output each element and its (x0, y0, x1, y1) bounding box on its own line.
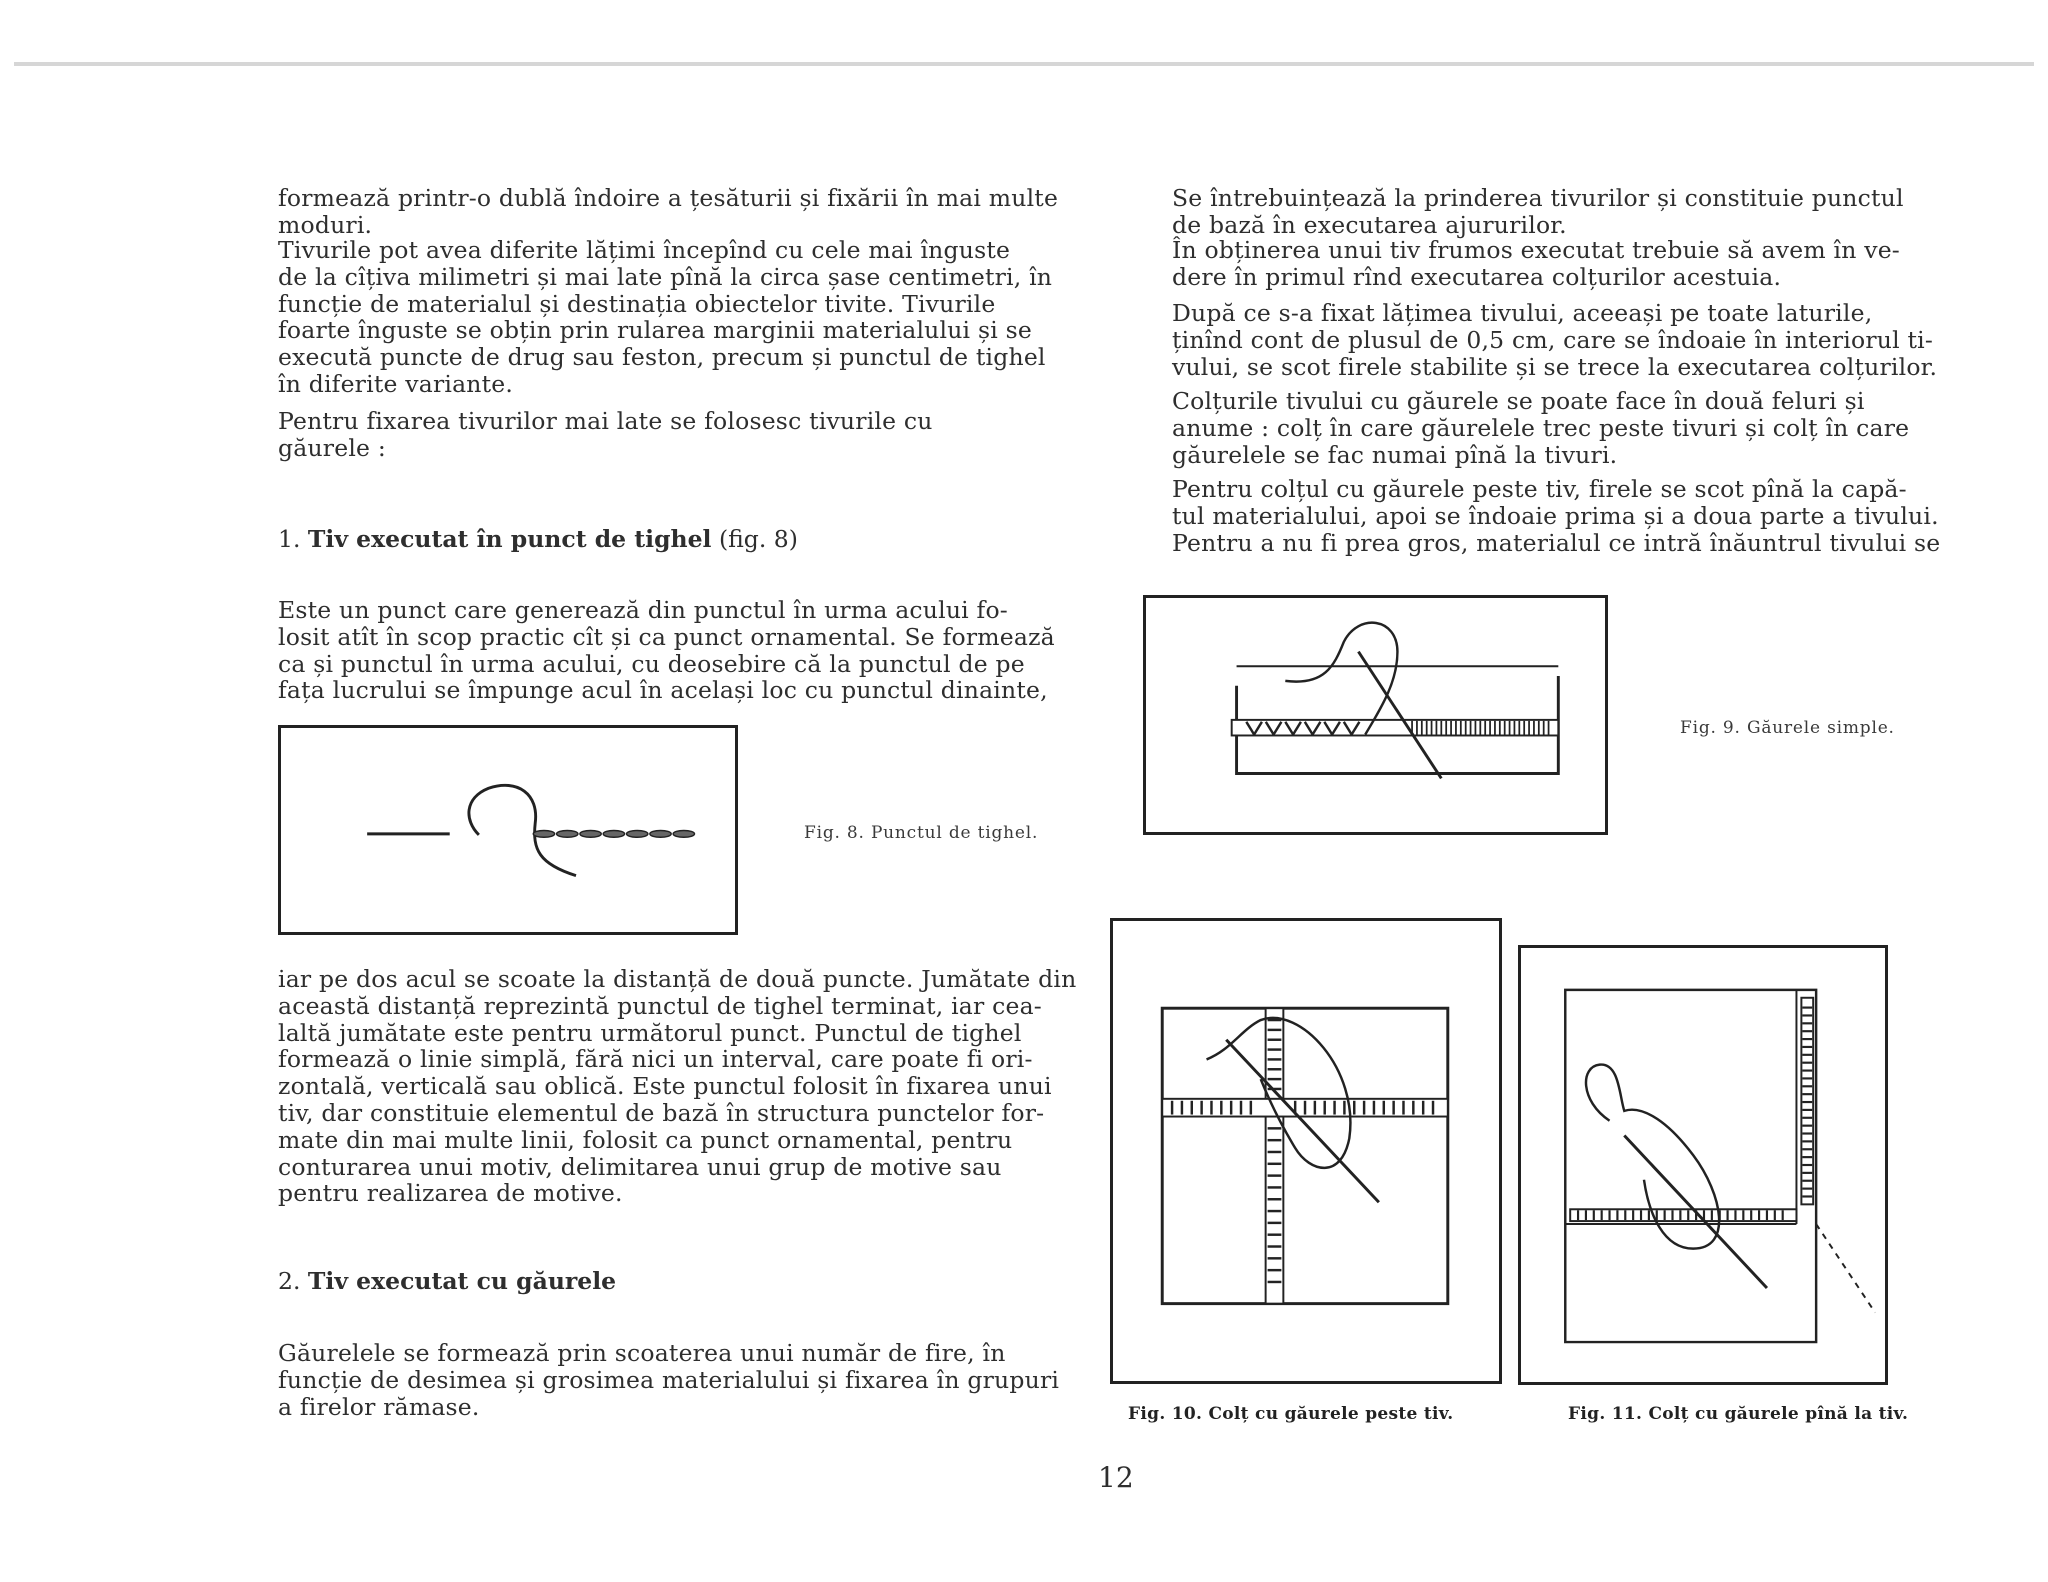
section-heading-2 (278, 1267, 616, 1295)
corner-over-hem-illustration (1113, 921, 1499, 1381)
paragraph-left-4: Este un punct care generează din punctul în urma acului fo- losit atît în scop practic cît și ca punct ornamental. Se formează ca și punctul în urma acului, cu deosebire că la punctul de pe fața lucrului se împunge acul în același loc cu punctul dinainte, (278, 596, 1055, 705)
section-heading-1-ref: (fig. 8) (718, 525, 798, 553)
corner-to-hem-illustration (1521, 948, 1885, 1382)
paragraph-left-5: iar pe dos acul se scoate la distanță de două puncte. Jumătate din această distanță reprezintă punctul de tighel terminat, iar cea- laltă jumătate este pentru următorul punct. Punctul de tighel formează o linie simplă, fără nici un interval, care poate fi ori- zontală, verticală sau oblică. Este punctul folosit în fixarea unui tiv, dar constituie elementul de bază în structura punctelor for- mate din mai multe linii, folosit ca punct ornamental, pentru conturarea unui motiv, delimitarea unui grup de motive sau pentru realizarea de motive. (278, 965, 1077, 1208)
figure-8-caption: Fig. 8. Punctul de tighel. (804, 823, 1039, 843)
paragraph-right-3: După ce s-a fixat lățimea tivului, aceeași pe toate laturile, ținînd cont de plusul de 0,5 cm, care se îndoaie în interiorul ti- vului, se scot firele stabilite și se trece la executarea colțurilor. (1172, 299, 1938, 381)
paragraph-left-2: Tivurile pot avea diferite lățimi începînd cu cele mai înguste de la cîțiva milimetri și mai late pînă la circa șase centimetri, în funcție de materialul și destinația obiectelor tivite. Tivurile foarte înguste se obțin prin rularea marginii materialului și se execută puncte de drug sau feston, precum și punctul de tighel în diferite variante. (278, 236, 1053, 398)
simple-hemstitch-illustration (1146, 598, 1605, 832)
paragraph-left-3: Pentru fixarea tivurilor mai late se folosesc tivurile cu găurele : (278, 407, 933, 462)
section-heading-2-number: 2. (278, 1267, 301, 1295)
paragraph-right-5: Pentru colțul cu găurele peste tiv, firele se scot pînă la capă- tul materialului, apoi se îndoaie prima și a doua parte a tivului. Pentru a nu fi prea gros, materialul ce intră înăuntrul tivului se (1172, 475, 1941, 557)
top-rule (14, 62, 2034, 66)
page-number: 12 (1098, 1461, 1134, 1494)
figure-10-corner-over-hem (1110, 918, 1502, 1384)
figure-11-caption: Fig. 11. Colț cu găurele pînă la tiv. (1568, 1404, 1909, 1424)
figure-10-caption: Fig. 10. Colț cu găurele peste tiv. (1128, 1404, 1454, 1424)
section-heading-1-title: Tiv executat în punct de tighel (307, 525, 712, 553)
section-heading-1-number: 1. (278, 525, 301, 553)
paragraph-left-6: Găurelele se formează prin scoaterea unui număr de fire, în funcție de desimea și grosimea materialului și fixarea în grupuri a firelor rămase. (278, 1339, 1060, 1421)
figure-8-backstitch (278, 725, 738, 935)
figure-9-caption: Fig. 9. Găurele simple. (1680, 718, 1895, 738)
paragraph-right-2: În obținerea unui tiv frumos executat trebuie să avem în ve- dere în primul rînd executarea colțurilor acestuia. (1172, 236, 1900, 291)
section-heading-2-title: Tiv executat cu găurele (307, 1267, 617, 1295)
paragraph-left-1: formează printr-o dublă îndoire a țesăturii și fixării în mai multe moduri. (278, 184, 1059, 239)
section-heading-1 (278, 525, 798, 553)
paragraph-right-1: Se întrebuințează la prinderea tivurilor și constituie punctul de bază în executarea ajururilor. (1172, 184, 1904, 239)
backstitch-illustration (281, 728, 735, 932)
paragraph-right-4: Colțurile tivului cu găurele se poate face în două feluri și anume : colț în care găurelele trec peste tivuri și colț în care găurelele se fac numai pînă la tivuri. (1172, 387, 1910, 469)
figure-9-simple-hemstitch (1143, 595, 1608, 835)
figure-11-corner-to-hem (1518, 945, 1888, 1385)
